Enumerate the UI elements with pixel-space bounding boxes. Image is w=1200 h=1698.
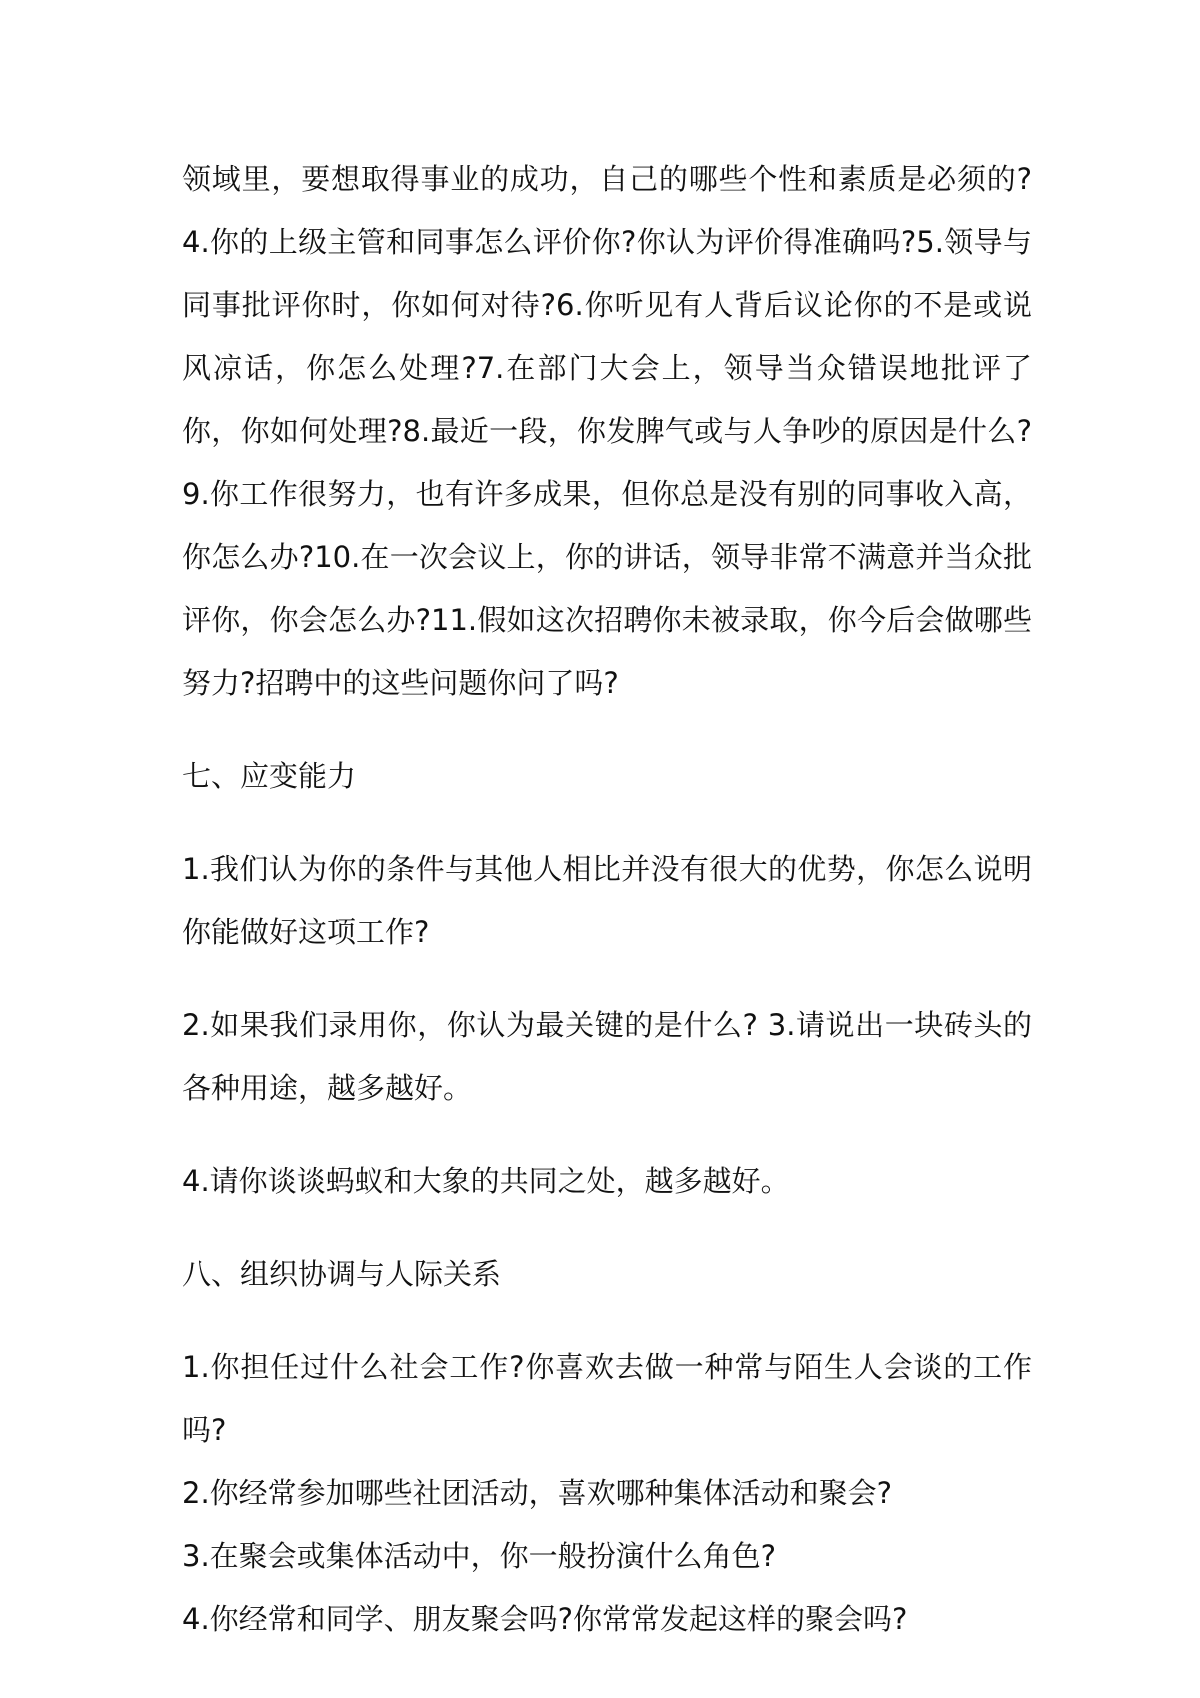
section7-item-3: 4.请你谈谈蚂蚁和大象的共同之处，越多越好。 (182, 1164, 790, 1198)
section8-item-3: 3.在聚会或集体活动中，你一般扮演什么角色? (182, 1539, 777, 1573)
section-heading-adaptability: 七、应变能力 (182, 759, 357, 793)
section8-list (182, 1336, 1032, 1651)
section8-item-1: 1.你担任过什么社会工作?你喜欢去做一种常与陌生人会谈的工作吗? (182, 1350, 1032, 1447)
section8-item-2: 2.你经常参加哪些社团活动，喜欢哪种集体活动和聚会? (182, 1476, 893, 1510)
section8-item-4: 4.你经常和同学、朋友聚会吗?你常常发起这样的聚会吗? (182, 1602, 908, 1636)
section-heading-coordination: 八、组织协调与人际关系 (182, 1257, 502, 1291)
section7-item-2: 2.如果我们录用你，你认为最关键的是什么? 3.请说出一块砖头的各种用途，越多越好。 (182, 1008, 1032, 1105)
section7-item-1: 1.我们认为你的条件与其他人相比并没有很大的优势，你怎么说明你能做好这项工作? (182, 852, 1032, 949)
document-body (182, 148, 1032, 1651)
intro-paragraph: 领域里，要想取得事业的成功，自己的哪些个性和素质是必须的?4.你的上级主管和同事怎么评价你?你认为评价得准确吗?5.领导与同事批评你时，你如何对待?6.你听见有人背后议论你的不是或说风凉话，你怎么处理?7.在部门大会上，领导当众错误地批评了你，你如何处理?8.最近一段，你发脾气或与人争吵的原因是什么?9.你工作很努力，也有许多成果，但你总是没有别的同事收入高，你怎么办?10.在一次会议上，你的讲话，领导非常不满意并当众批评你，你会怎么办?11.假如这次招聘你未被录取，你今后会做哪些努力?招聘中的这些问题你问了吗? (182, 162, 1032, 700)
